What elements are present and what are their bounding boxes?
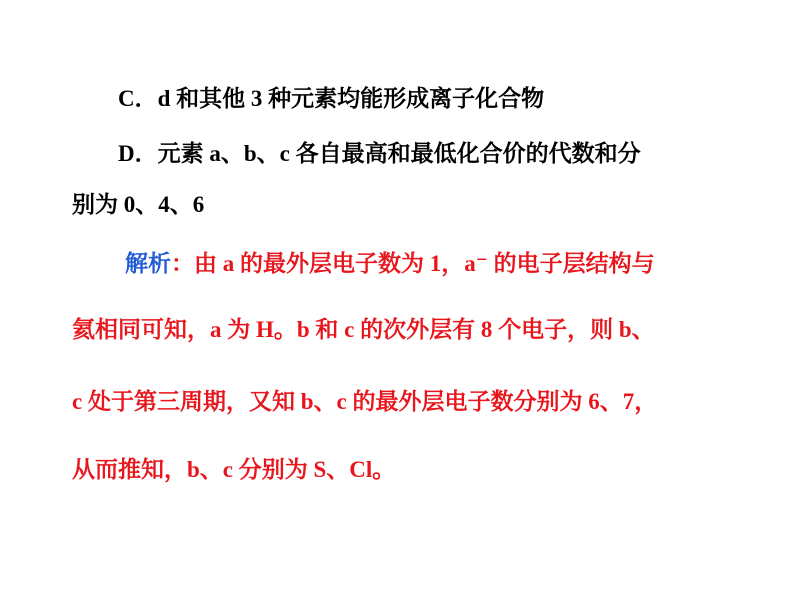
analysis-line-1-text: ：由 a 的最外层电子数为 1，a⁻ 的电子层结构与 — [171, 251, 655, 276]
analysis-label: 解析 — [125, 251, 171, 276]
option-c: C．d 和其他 3 种元素均能形成离子化合物 — [118, 86, 545, 111]
analysis-line-1 — [125, 248, 655, 280]
option-d-line-2: 别为 0、4、6 — [72, 192, 205, 217]
analysis-line-2: 氦相同可知，a 为 H。b 和 c 的次外层有 8 个电子，则 b、 — [72, 317, 655, 342]
analysis-line-4: 从而推知，b、c 分别为 S、Cl。 — [72, 457, 396, 482]
analysis-line-3: c 处于第三周期，又知 b、c 的最外层电子数分别为 6、7， — [72, 389, 658, 414]
option-d-line-1: D．元素 a、b、c 各自最高和最低化合价的代数和分 — [118, 141, 641, 166]
